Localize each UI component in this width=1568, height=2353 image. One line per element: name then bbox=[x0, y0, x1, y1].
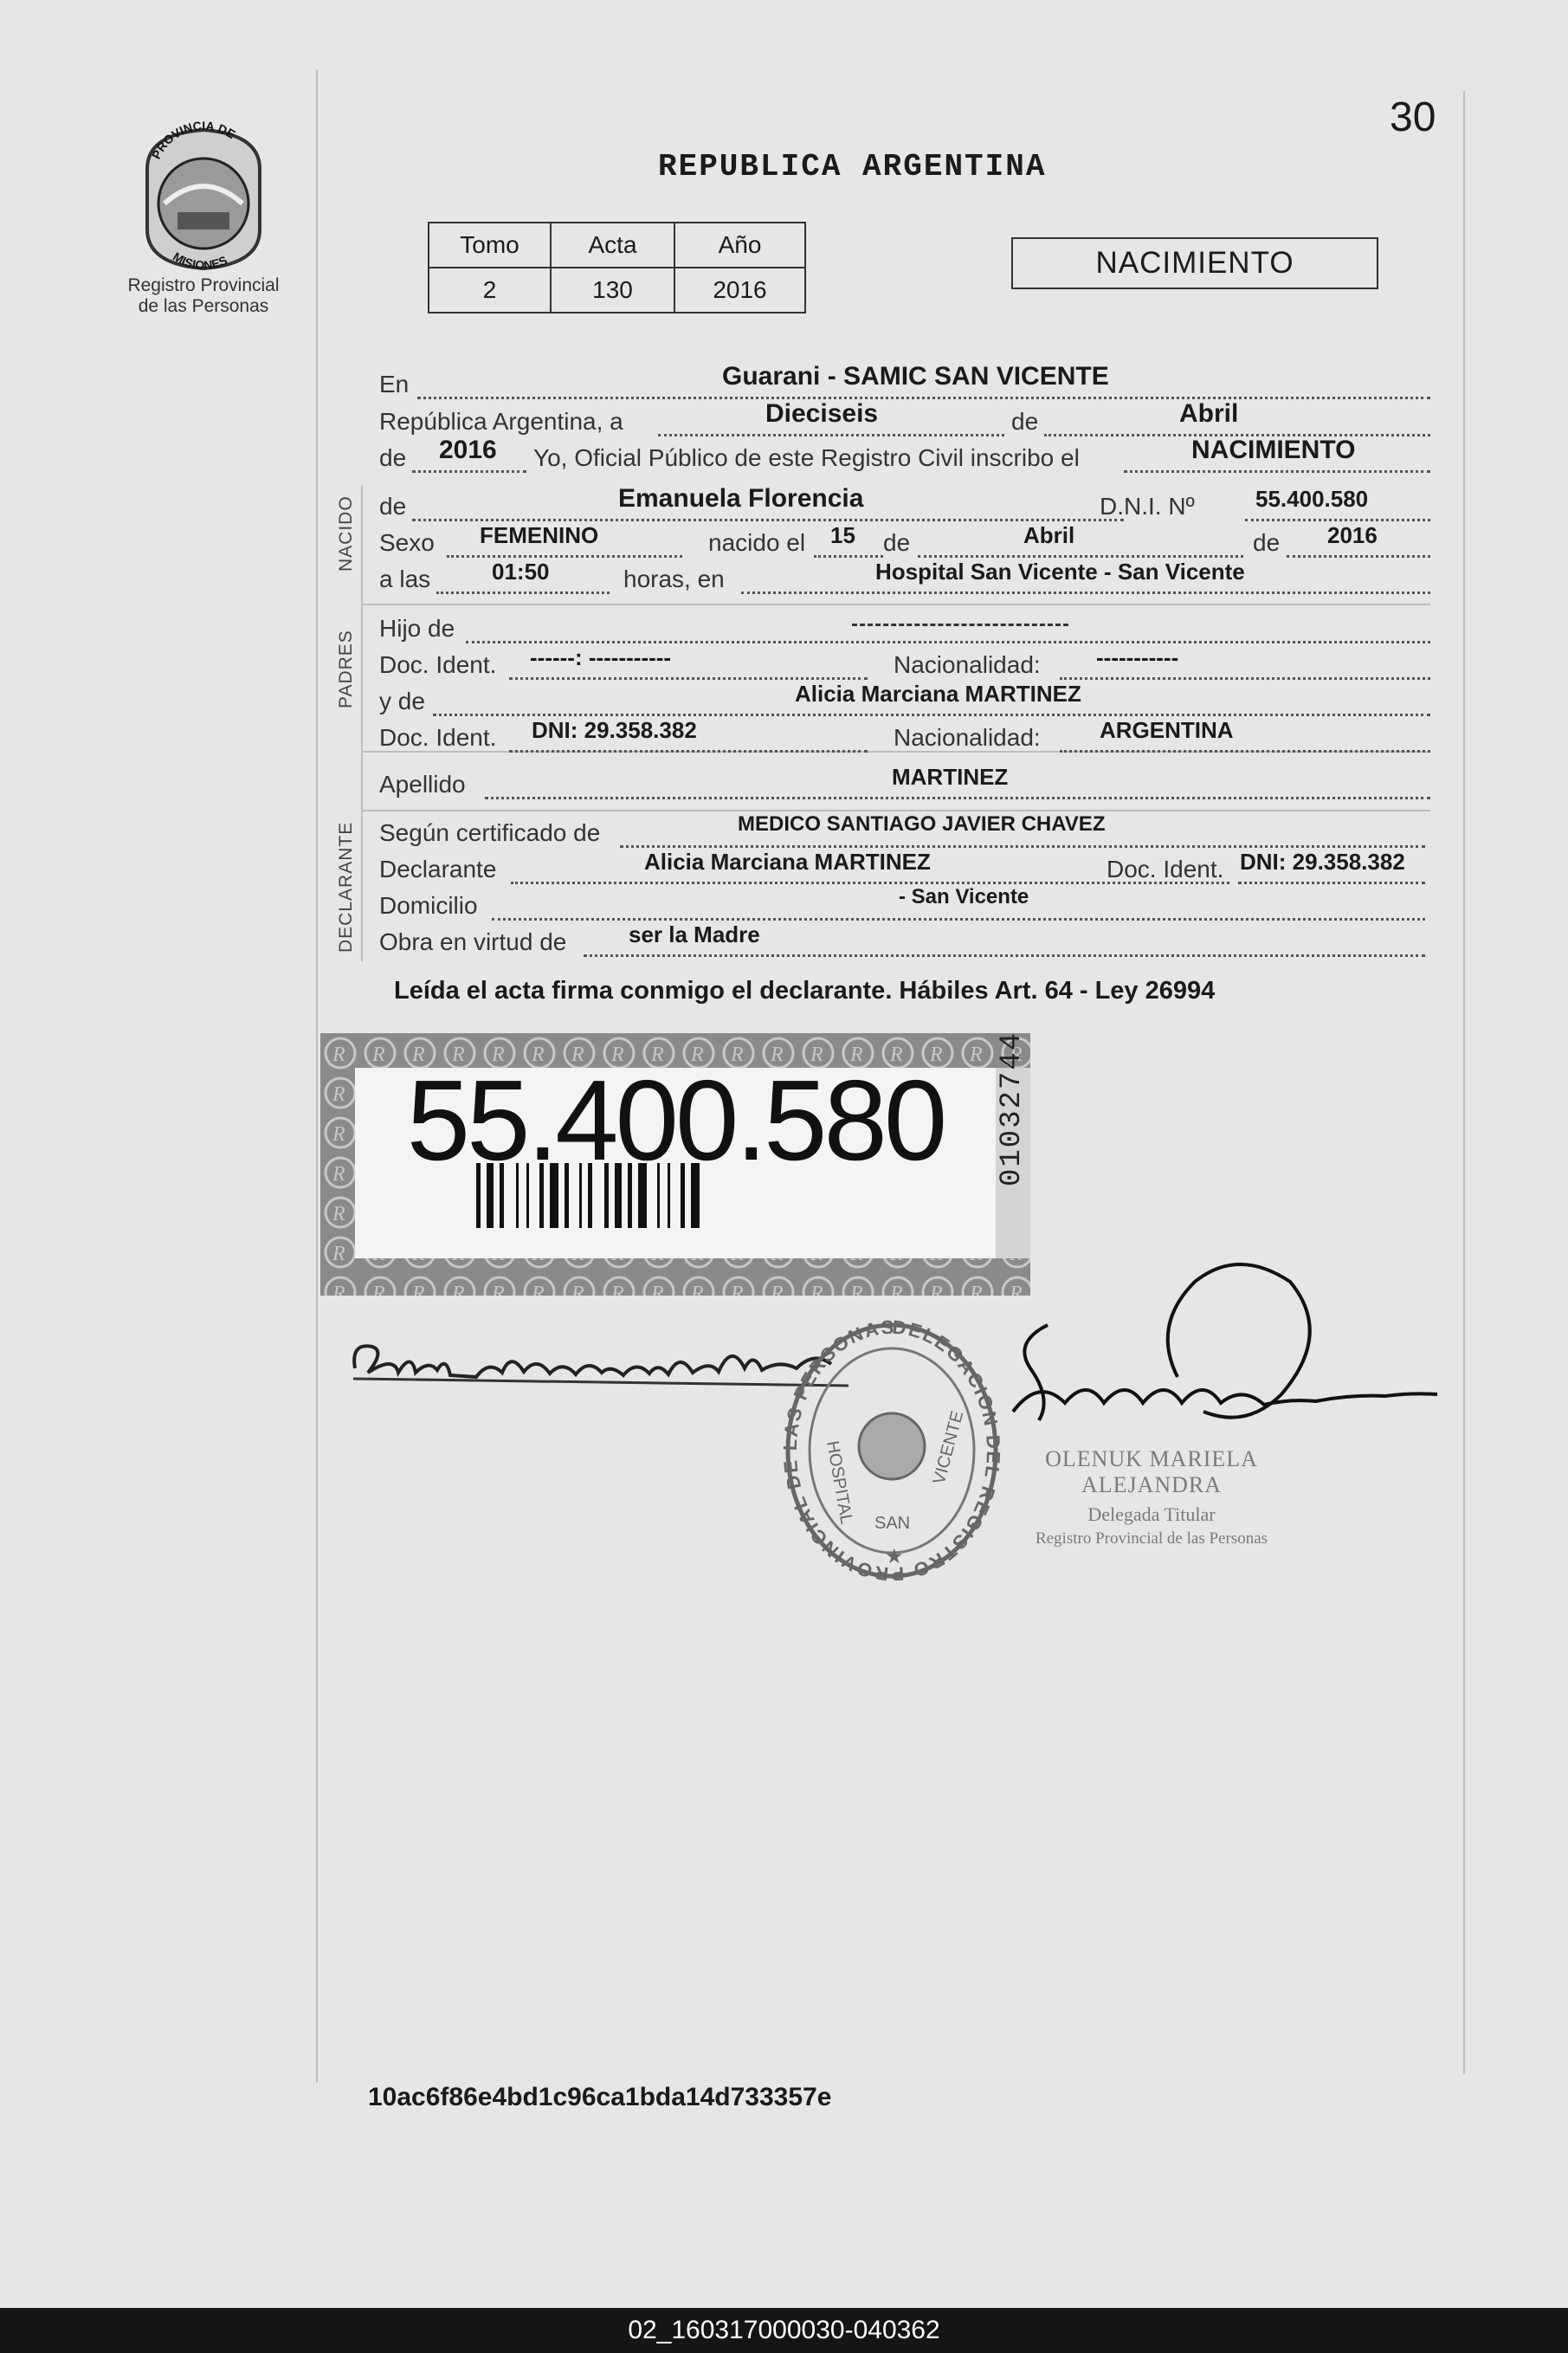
row-nombre bbox=[379, 484, 1430, 524]
registry-header-tomo: Tomo bbox=[429, 223, 551, 268]
label-horas-en: horas, en bbox=[623, 566, 725, 592]
row-padre-doc bbox=[379, 644, 1430, 682]
value-madre-doc: DNI: 29.358.382 bbox=[532, 717, 697, 743]
registry-table bbox=[428, 222, 806, 314]
row-certificado bbox=[379, 812, 1430, 850]
section-nacido: NACIDO bbox=[336, 495, 356, 572]
registry-header-acta: Acta bbox=[551, 223, 674, 268]
value-dni: 55.400.580 bbox=[1255, 486, 1369, 512]
label-sexo: Sexo bbox=[379, 529, 435, 556]
value-anio: 2016 bbox=[439, 436, 497, 464]
logo-text-top: PROVINCIA DE bbox=[149, 118, 238, 162]
row-apellido bbox=[379, 764, 1430, 802]
value-nac-dia: 15 bbox=[830, 522, 855, 548]
label-a-las: a las bbox=[379, 566, 431, 592]
left-margin-line bbox=[316, 69, 318, 2083]
value-nombre: Emanuela Florencia bbox=[618, 484, 864, 513]
value-madre: Alicia Marciana MARTINEZ bbox=[795, 681, 1081, 707]
label-segun: Según certificado de bbox=[379, 819, 601, 846]
official-signature bbox=[1004, 1247, 1455, 1464]
label-doc-ident-declarante: Doc. Ident. bbox=[1107, 856, 1224, 882]
label-obra: Obra en virtud de bbox=[379, 928, 567, 955]
official-name-stamp bbox=[1004, 1446, 1299, 1548]
value-sexo: FEMENINO bbox=[480, 522, 599, 548]
document-hash: 10ac6f86e4bd1c96ca1bda14d733357e bbox=[368, 2083, 832, 2111]
label-de-anio: de bbox=[379, 444, 407, 471]
value-declarante-doc: DNI: 29.358.382 bbox=[1240, 849, 1405, 875]
value-tipo: NACIMIENTO bbox=[1191, 436, 1356, 464]
label-de-nac-anio: de bbox=[1253, 529, 1281, 556]
stamp-center-right: VICENTE bbox=[929, 1408, 968, 1487]
value-lugar-nac: Hospital San Vicente - San Vicente bbox=[875, 559, 1245, 585]
label-en: En bbox=[379, 371, 410, 398]
label-y-de: y de bbox=[379, 688, 425, 714]
padre-blank-dashes bbox=[852, 624, 1068, 626]
section-padres: PADRES bbox=[336, 630, 356, 708]
value-padre-nac: ----------- bbox=[1096, 644, 1179, 670]
stamp-center-bottom: SAN bbox=[874, 1514, 911, 1533]
value-madre-nac: ARGENTINA bbox=[1100, 717, 1234, 743]
label-hijo-de: Hijo de bbox=[379, 615, 455, 642]
value-padre-doc: ------: ----------- bbox=[530, 644, 672, 670]
label-doc-ident-padre: Doc. Ident. bbox=[379, 651, 497, 678]
row-hora bbox=[379, 559, 1430, 597]
legal-statement: Leída el acta firma conmigo el declarante. Hábiles Art. 64 - Ley 26994 bbox=[394, 977, 1216, 1005]
registry-value-acta: 130 bbox=[551, 268, 674, 313]
official-role: Delegada Titular bbox=[1087, 1503, 1216, 1525]
row-padre bbox=[379, 611, 1430, 646]
registry-value-anio: 2016 bbox=[674, 268, 805, 313]
label-nacionalidad-padre: Nacionalidad: bbox=[894, 651, 1041, 678]
province-seal-logo bbox=[130, 117, 277, 273]
value-nac-mes: Abril bbox=[1023, 522, 1075, 548]
value-nac-anio: 2016 bbox=[1327, 522, 1378, 548]
label-de-nombre: de bbox=[379, 493, 407, 520]
row-domicilio bbox=[379, 885, 1430, 923]
section-divider-line bbox=[361, 485, 363, 961]
label-nacionalidad-madre: Nacionalidad: bbox=[894, 724, 1041, 751]
label-de-nac-mes: de bbox=[883, 529, 911, 556]
logo-text-bottom: MISIONES bbox=[171, 249, 229, 273]
official-name: OLENUK MARIELA ALEJANDRA bbox=[1045, 1446, 1258, 1497]
row-virtud bbox=[379, 921, 1430, 960]
value-dia: Dieciseis bbox=[765, 399, 879, 428]
row-sexo bbox=[379, 522, 1430, 560]
stamp-ring-text: DELEGACION DEL REGISTRO PROVINCIAL DE LAS PERSONAS bbox=[778, 1315, 1005, 1586]
value-lugar: Guarani - SAMIC SAN VICENTE bbox=[722, 362, 1109, 391]
row-declarante bbox=[379, 849, 1430, 887]
footer-id-bar: 02_160317000030-040362 bbox=[0, 2308, 1568, 2353]
divider-apellido-declarante bbox=[361, 810, 1430, 811]
right-margin-line bbox=[1463, 91, 1465, 2074]
value-declarante: Alicia Marciana MARTINEZ bbox=[644, 849, 931, 875]
page-number: 30 bbox=[1390, 94, 1436, 140]
value-apellido: MARTINEZ bbox=[892, 764, 1009, 790]
row-lugar bbox=[379, 362, 1430, 402]
registry-round-stamp bbox=[775, 1303, 1009, 1589]
barcode-serial: 01032744 bbox=[996, 1031, 1029, 1186]
divider-nacido-padres bbox=[361, 604, 1430, 605]
section-declarante: DECLARANTE bbox=[336, 821, 356, 953]
registry-caption-line2: de las Personas bbox=[138, 296, 269, 316]
label-republica: República Argentina, a bbox=[379, 408, 623, 435]
row-fecha bbox=[379, 399, 1430, 439]
registry-header-anio: Año bbox=[674, 223, 805, 268]
label-de-mes: de bbox=[1011, 408, 1039, 435]
row-inscripcion bbox=[379, 436, 1430, 475]
label-dni: D.N.I. Nº bbox=[1100, 493, 1195, 520]
row-madre-doc bbox=[379, 717, 1430, 755]
page-title: REPUBLICA ARGENTINA bbox=[658, 149, 1047, 184]
registry-caption-line1: Registro Provincial bbox=[127, 275, 280, 295]
label-domicilio: Domicilio bbox=[379, 892, 478, 919]
value-virtud: ser la Madre bbox=[629, 921, 760, 947]
svg-text:★: ★ bbox=[885, 1544, 904, 1568]
label-yo: Yo, Oficial Público de este Registro Civil inscribo el bbox=[533, 444, 1080, 471]
stamp-center-left: HOSPITAL bbox=[823, 1439, 856, 1526]
registry-caption bbox=[100, 275, 307, 317]
official-org: Registro Provincial de las Personas bbox=[1035, 1529, 1268, 1548]
label-declarante: Declarante bbox=[379, 856, 497, 882]
record-type-box: NACIMIENTO bbox=[1011, 237, 1378, 289]
label-doc-ident-madre: Doc. Ident. bbox=[379, 724, 497, 751]
registry-value-tomo: 2 bbox=[429, 268, 551, 313]
label-nacido-el: nacido el bbox=[708, 529, 806, 556]
value-mes: Abril bbox=[1179, 399, 1239, 428]
barcode-number: 55.400.580 bbox=[406, 1057, 945, 1184]
label-apellido: Apellido bbox=[379, 771, 466, 798]
value-certificado: MEDICO SANTIAGO JAVIER CHAVEZ bbox=[738, 812, 1106, 836]
row-madre bbox=[379, 681, 1430, 719]
value-domicilio: - San Vicente bbox=[899, 885, 1029, 908]
value-hora: 01:50 bbox=[492, 559, 550, 585]
